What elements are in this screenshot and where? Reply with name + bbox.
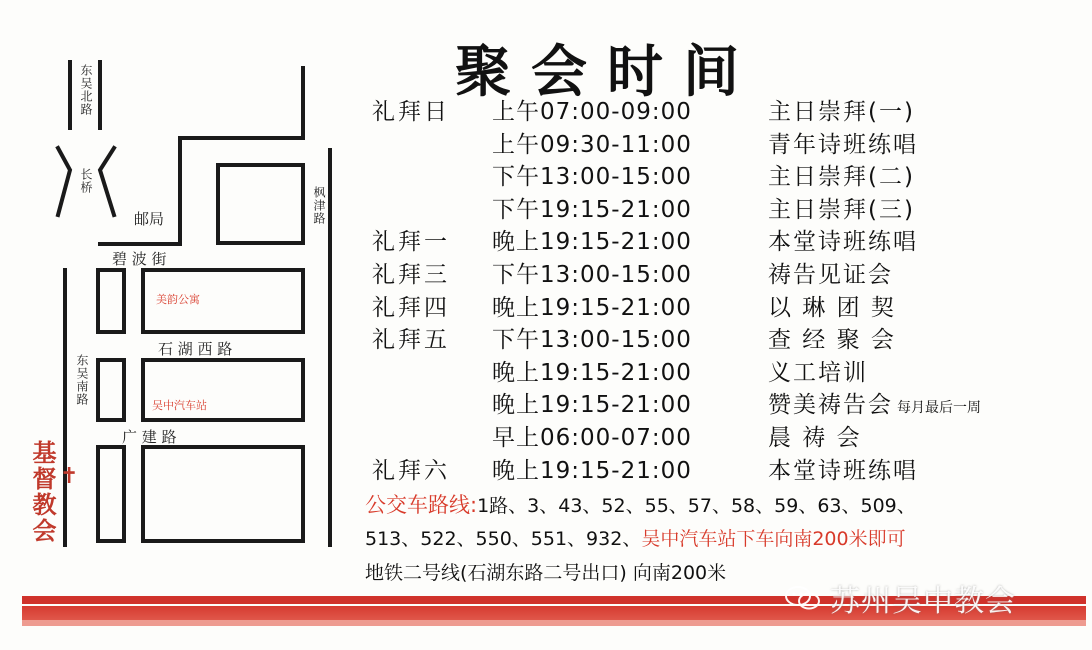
schedule-event: 本堂诗班练唱 (768, 457, 918, 484)
church-label: 基督教会 (28, 440, 57, 544)
schedule-time: 晚上19:15-21:00 (492, 359, 692, 386)
schedule-row (372, 357, 1072, 390)
schedule-event: 主日崇拜(二) (768, 164, 915, 191)
road-changqiao-label: 长桥 (79, 168, 93, 194)
post-office-label: 邮局 (134, 210, 165, 228)
schedule-event: 主日崇拜(三) (768, 196, 915, 223)
schedule-day: 礼拜五 (372, 327, 450, 354)
schedule-row (372, 389, 1072, 422)
bus-line-1 (365, 488, 1065, 522)
bus-line-2 (365, 522, 1065, 556)
wuzhong-station-label: 吴中汽车站 (152, 399, 207, 412)
schedule-row (372, 455, 1072, 488)
schedule-event: 主日崇拜(一) (768, 99, 915, 125)
schedule-time: 早上06:00-07:00 (492, 424, 692, 451)
meiyun-apartment-label: 美韵公寓 (156, 293, 200, 306)
road-bibo-label: 碧 波 街 (112, 250, 167, 268)
schedule-event: 义工培训 (768, 359, 868, 386)
schedule-time: 晚上19:15-21:00 (492, 294, 692, 321)
schedule-row (372, 194, 1072, 227)
road-guangjian-label: 广 建 路 (122, 428, 177, 446)
schedule-day: 礼拜四 (372, 294, 450, 321)
schedule-event (768, 389, 981, 425)
schedule-time: 下午13:00-15:00 (492, 261, 692, 288)
schedule-event: 青年诗班练唱 (768, 131, 918, 158)
road-shihu-xi-label: 石 湖 西 路 (158, 340, 233, 358)
schedule-note: 每月最后一周 (897, 400, 981, 417)
schedule-row (372, 226, 1072, 259)
watermark-text: 苏州吴中教会 (830, 584, 1016, 619)
schedule-time: 晚上19:15-21:00 (492, 229, 692, 256)
schedule-row (372, 96, 1072, 129)
page-title: 聚会时间 (455, 39, 759, 105)
schedule-event: 祷告见证会 (768, 261, 893, 288)
schedule-time: 上午07:00-09:00 (492, 99, 692, 125)
schedule-time: 下午13:00-15:00 (492, 164, 692, 191)
schedule-day: 礼拜六 (372, 457, 450, 484)
bus-routes (365, 488, 1065, 590)
footer-stripe-light (22, 620, 1086, 626)
schedule-time: 晚上19:15-21:00 (492, 457, 692, 484)
road-dongwu-nan-label: 东吴南路 (75, 354, 89, 406)
schedule-event: 以 琳 团 契 (768, 294, 896, 321)
schedule-row (372, 292, 1072, 325)
schedule-event-text: 赞美祷告会 (768, 392, 893, 419)
bus-label: 公交车路线: (365, 493, 478, 517)
schedule-time: 下午19:15-21:00 (492, 196, 692, 223)
schedule-time: 下午13:00-15:00 (492, 327, 692, 354)
schedule-event: 晨 祷 会 (768, 424, 862, 451)
cross-icon: ✝ (60, 464, 79, 489)
schedule-table (372, 96, 1072, 487)
bus-routes-text-1: 1路、3、43、52、55、57、58、59、63、509、 (477, 495, 916, 517)
schedule-day: 礼拜一 (372, 229, 450, 256)
schedule-row (372, 129, 1072, 162)
metro-directions: 地铁二号线(石湖东路二号出口) 向南200米 (365, 562, 727, 584)
schedule-day: 礼拜日 (372, 99, 450, 125)
schedule-row (372, 324, 1072, 357)
bus-routes-text-2: 513、522、550、551、932、 (365, 528, 642, 550)
schedule-event: 查 经 聚 会 (768, 327, 896, 354)
road-fengjin-label: 枫津路 (312, 186, 326, 225)
bus-stop-directions: 吴中汽车站下车向南200米即可 (641, 528, 906, 550)
wechat-icon (784, 584, 822, 612)
road-dongwu-bei-label: 东吴北路 (79, 64, 93, 116)
schedule-time: 上午09:30-11:00 (492, 131, 692, 158)
schedule-day: 礼拜三 (372, 261, 450, 288)
schedule-row (372, 422, 1072, 455)
schedule-row (372, 161, 1072, 194)
schedule-event: 本堂诗班练唱 (768, 229, 918, 256)
schedule-time: 晚上19:15-21:00 (492, 392, 692, 419)
schedule-row (372, 259, 1072, 292)
